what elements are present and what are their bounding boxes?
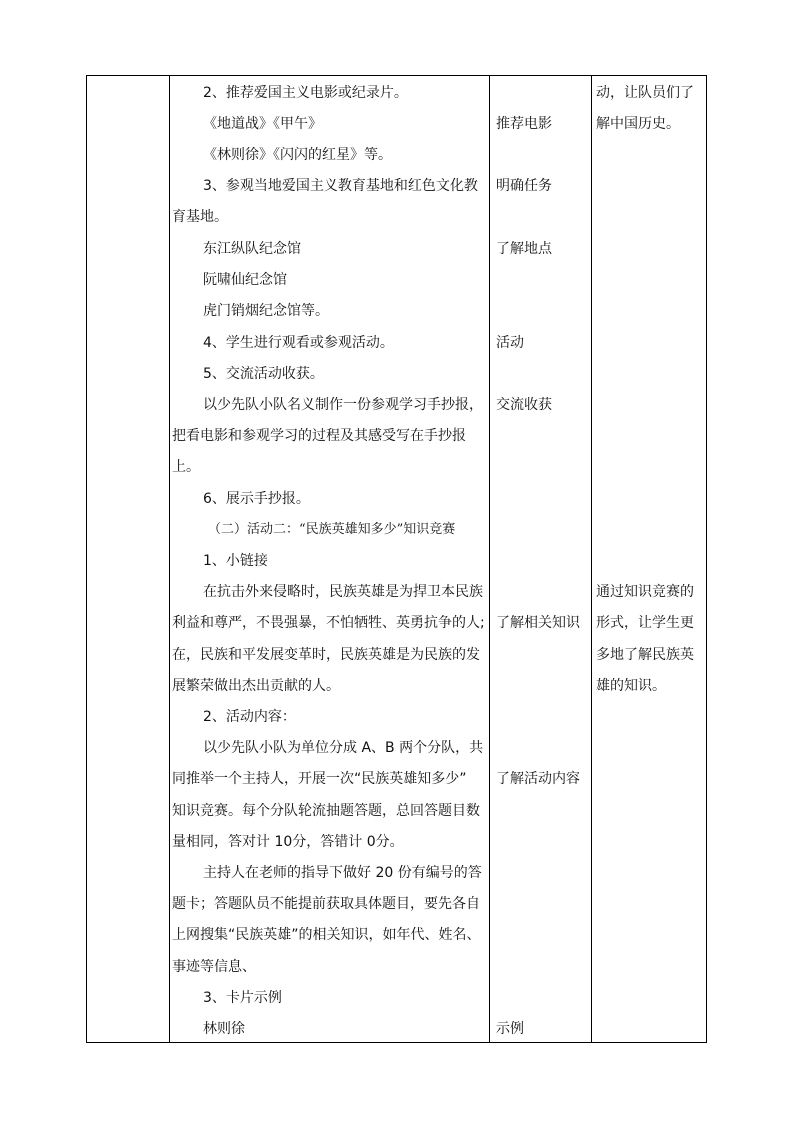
item4: 4、学生进行观看或参观活动。 <box>203 335 394 351</box>
place-3: 虎门销烟纪念馆等。 <box>203 303 329 319</box>
item3-line-1: 3、参观当地爱国主义教育基地和红色文化教 <box>203 178 478 194</box>
purpose-quiz-line-4: 雄的知识。 <box>596 678 666 694</box>
films-line-2: 《林则徐》《闪闪的红星》等。 <box>203 147 392 163</box>
poster-line-1: 以少先队小队名义制作一份参观学习手抄报， <box>203 397 483 413</box>
method-recommend: 推荐电影 <box>496 116 552 132</box>
purpose-top-line-2: 解中国历史。 <box>596 116 680 132</box>
card-name: 林则徐 <box>203 1021 245 1037</box>
method-knowledge: 了解相关知识 <box>496 615 580 631</box>
purpose-quiz-line-2: 形式，让学生更 <box>596 615 694 631</box>
method-example: 示例 <box>496 1021 524 1037</box>
hero-line-2: 利益和尊严，不畏强暴，不怕牺牲、英勇抗争的人; <box>172 615 485 631</box>
films-line-1: 《地道战》《甲午》 <box>203 116 322 132</box>
link-title: 1、小链接 <box>203 553 268 569</box>
host-line-1: 主持人在老师的指导下做好 20 份有编号的答 <box>203 865 482 881</box>
content-title: 2、活动内容： <box>203 709 296 725</box>
place-1: 东江纵队纪念馆 <box>203 241 301 257</box>
method-task: 明确任务 <box>496 178 552 194</box>
column-divider-3 <box>591 75 592 1043</box>
method-activity: 活动 <box>496 335 524 351</box>
purpose-quiz-line-1: 通过知识竞赛的 <box>596 584 694 600</box>
hero-line-4: 展繁荣做出杰出贡献的人。 <box>172 678 340 694</box>
item5: 5、交流活动收获。 <box>203 366 324 382</box>
card-title: 3、卡片示例 <box>203 990 282 1006</box>
item6: 6、展示手抄报。 <box>203 491 310 507</box>
host-line-4: 事迹等信息、 <box>172 959 256 975</box>
poster-line-2: 把看电影和参观学习的过程及其感受写在手抄报 <box>172 428 466 444</box>
item3-line-2: 育基地。 <box>172 209 228 225</box>
host-line-3: 上网搜集“民族英雄”的相关知识，如年代、姓名、 <box>172 927 481 943</box>
purpose-column <box>596 0 706 1123</box>
method-location: 了解地点 <box>496 241 552 257</box>
content-line-2: 同推举一个主持人，开展一次“民族英雄知多少” <box>172 771 467 787</box>
place-2: 阮啸仙纪念馆 <box>203 272 287 288</box>
hero-line-1: 在抗击外来侵略时，民族英雄是为捍卫本民族 <box>203 584 483 600</box>
main-content-column <box>172 0 486 1123</box>
column-divider-2 <box>489 75 490 1043</box>
purpose-top-line-1: 动，让队员们了 <box>596 85 694 101</box>
method-content: 了解活动内容 <box>496 771 580 787</box>
method-column <box>496 0 588 1123</box>
poster-line-3: 上。 <box>172 459 200 475</box>
column-divider-1 <box>169 75 170 1043</box>
item2-title: 2、推荐爱国主义电影或纪录片。 <box>203 85 408 101</box>
purpose-quiz-line-3: 多地了解民族英 <box>596 647 694 663</box>
content-line-4: 量相同，答对计 10分，答错计 0分。 <box>172 834 404 850</box>
host-line-2: 题卡；答题队员不能提前获取具体题目，要先各自 <box>172 896 480 912</box>
activity2-heading: （二）活动二：“民族英雄知多少”知识竞赛 <box>208 522 456 537</box>
method-exchange: 交流收获 <box>496 397 552 413</box>
content-line-3: 知识竞赛。每个分队轮流抽题答题，总回答题目数 <box>172 803 480 819</box>
content-line-1: 以少先队小队为单位分成 A、B 两个分队，共 <box>203 740 484 756</box>
hero-line-3: 在，民族和平发展变革时，民族英雄是为民族的发 <box>172 647 480 663</box>
